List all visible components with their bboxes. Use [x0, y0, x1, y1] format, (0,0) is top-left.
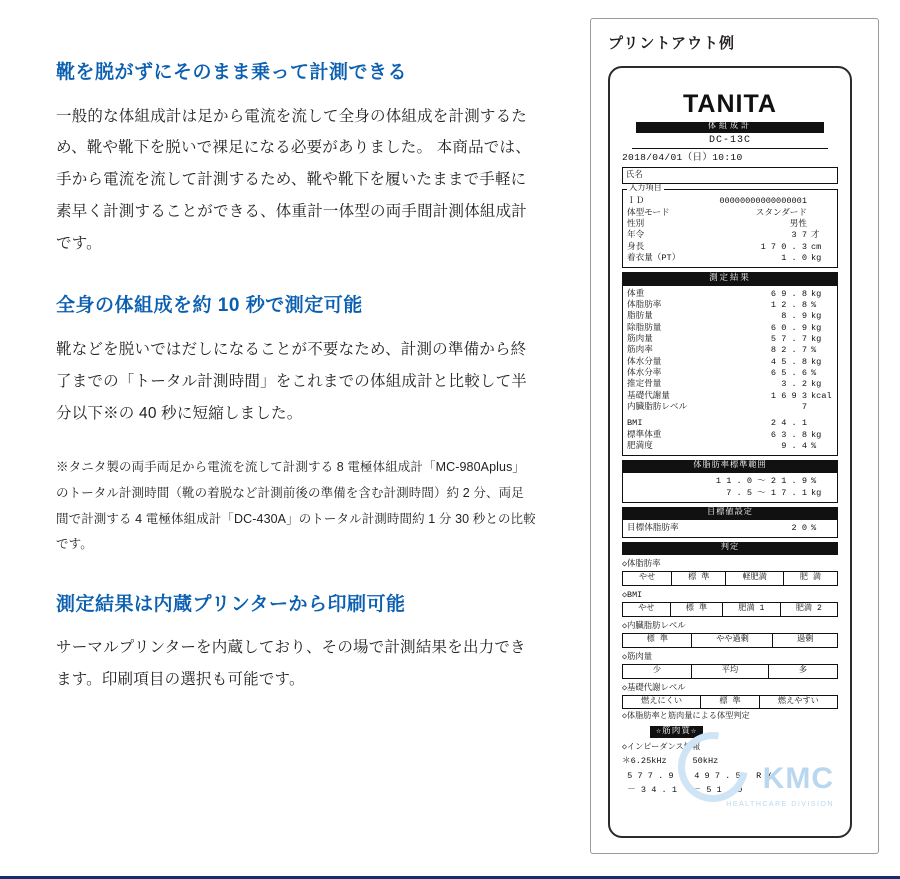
section-body: サーマルプリンターを内蔵しており、その場で計測結果を出力できます。印刷項目の選択も可能です。: [56, 639, 526, 689]
row-value: 4 5 . 8: [770, 356, 807, 367]
row-unit: %: [811, 522, 817, 533]
results-group: [622, 286, 838, 457]
standard-range-legend: 体脂肪率標準範囲: [622, 460, 838, 473]
row-value: 8 2 . 7: [770, 345, 807, 356]
impedance-title: ◇インピーダンス情報: [622, 742, 701, 752]
judge-scale-bodyfat: [622, 571, 838, 586]
row-unit: kg: [811, 322, 822, 333]
row-unit: [811, 418, 833, 429]
name-field: [622, 167, 838, 184]
row-label: 身長: [627, 241, 645, 252]
input-row: [627, 196, 833, 207]
row-label: 推定骨量: [627, 379, 662, 390]
body-type-note: ◇体脂肪率と筋肉量による体型判定: [622, 712, 750, 722]
results-legend: 測定結果: [622, 272, 838, 285]
judge-cell: 標 準: [671, 603, 724, 616]
result-row: [627, 418, 833, 429]
row-label: 体脂肪率: [627, 299, 662, 310]
row-value: 2 0: [791, 522, 807, 533]
row-value: 5 7 . 7: [770, 333, 807, 344]
target-group: [622, 520, 838, 538]
target-legend: 目標値設定: [622, 507, 838, 520]
result-row: [627, 402, 833, 413]
section-shoes: [56, 60, 536, 259]
row-unit: %: [811, 299, 817, 310]
judgement-legend: 判定: [622, 542, 838, 555]
printout-datetime: 2018/04/01（日）10:10: [622, 151, 743, 163]
result-row: [627, 430, 833, 441]
section-heading: 靴を脱がずにそのまま乗って計測できる: [56, 62, 408, 83]
row-label: 年令: [627, 230, 645, 241]
section-heading: 測定結果は内蔵プリンターから印刷可能: [56, 593, 406, 615]
printout-panel-title: プリントアウト例: [608, 35, 735, 52]
standard-range-group: [622, 473, 838, 503]
row-unit: [811, 196, 833, 207]
row-unit: kg: [811, 356, 822, 367]
input-row: [627, 219, 833, 230]
result-row: [627, 323, 833, 334]
target-row: [627, 523, 833, 534]
row-value: 6 3 . 8: [770, 429, 807, 440]
row-value: 1 2 . 8: [770, 299, 807, 310]
impedance-line: － 3 4 . 1 － 5 1 . 0: [622, 785, 743, 796]
judge-cell: 多: [798, 665, 808, 675]
row-label: BMI: [627, 418, 643, 429]
judge-cell: やせ: [623, 572, 672, 585]
row-unit: kg: [811, 311, 822, 322]
row-label: 筋肉率: [627, 345, 653, 356]
standard-row: [627, 476, 833, 487]
row-value: 8 . 9: [781, 311, 807, 322]
judge-cell: 燃えやすい: [777, 696, 819, 706]
row-label: 体重: [627, 288, 645, 299]
judge-cell: 過剰: [797, 634, 814, 644]
row-unit: kg: [811, 379, 822, 390]
row-unit: cm: [811, 241, 822, 252]
name-field-label: 氏名: [626, 170, 643, 181]
section-body: 一般的な体組成計は足から電流を流して全身の体組成を計測するため、靴や靴下を脱いで裸足になる必要がありました。 本商品では、手から電流を流して計測するため、靴や靴下を履いたままで手軽に素早く計測することができる、体重計一体型の両手間計測体組成計です。: [56, 107, 531, 252]
judge-cell: 軽肥満: [726, 572, 783, 585]
row-unit: kcal: [811, 390, 832, 401]
brand-logo: TANITA: [683, 90, 777, 118]
watermark-text: KMC: [762, 762, 834, 795]
row-value: 2 4 . 1: [770, 418, 807, 429]
row-value: 1 7 0 . 3: [760, 241, 807, 252]
row-unit: kg: [811, 487, 822, 498]
judge-scale-muscle: [622, 664, 838, 679]
result-row: [627, 345, 833, 356]
judge-scale-visceral: [622, 633, 838, 648]
row-value: 00000000000000001: [719, 196, 807, 207]
judge-cell: 肥満 1: [723, 603, 780, 616]
input-row: [627, 253, 833, 264]
judge-cell: 標 準: [623, 634, 692, 647]
row-unit: [811, 402, 833, 413]
judge-cell: やせ: [623, 603, 671, 616]
printout-paper: [608, 66, 852, 838]
judge-cell: 肥 満: [799, 572, 822, 582]
judge-cell: 平均: [692, 665, 769, 678]
result-row: [627, 441, 833, 452]
section-printer: [56, 592, 536, 696]
row-label: 着衣量（PT）: [627, 253, 681, 264]
row-value: 7: [801, 401, 807, 412]
judge-title-bmr: ◇基礎代謝レベル: [622, 682, 686, 693]
row-unit: [811, 219, 833, 230]
judge-cell: 肥満 2: [795, 603, 822, 613]
watermark-subtext: HEALTHCARE DIVISION: [726, 801, 834, 808]
row-unit: %: [811, 367, 817, 378]
row-value: 1 . 0: [781, 253, 807, 264]
section-heading: 全身の体組成を約 10 秒で測定可能: [56, 295, 363, 317]
body-type-value: ☆筋肉質☆: [650, 726, 703, 737]
row-unit: kg: [811, 288, 822, 299]
section-speed: [56, 293, 536, 557]
row-label: 除脂肪量: [627, 322, 662, 333]
row-value: スタンダード: [755, 207, 807, 218]
row-unit: 才: [811, 230, 820, 241]
row-unit: %: [811, 441, 817, 452]
row-value: 6 5 . 6: [770, 367, 807, 378]
result-row: [627, 357, 833, 368]
result-row: [627, 379, 833, 390]
impedance-line: 5 7 7 . 9 4 9 7 . 5 R X: [622, 770, 772, 781]
content-column: [56, 60, 536, 730]
row-value: 9 . 4: [781, 441, 807, 452]
judge-cell: やや過剰: [692, 634, 773, 647]
brand-subtitle: 体組成計: [636, 122, 824, 133]
row-unit: %: [811, 476, 817, 487]
row-value: 6 0 . 9: [770, 322, 807, 333]
judge-title-visceral: ◇内臓脂肪レベル: [622, 620, 686, 631]
row-value: 男性: [789, 219, 807, 230]
judge-cell: 燃えにくい: [623, 696, 701, 709]
judge-title-bodyfat: ◇体脂肪率: [622, 558, 661, 569]
result-row: [627, 391, 833, 402]
row-label: 性別: [627, 219, 645, 230]
result-row: [627, 311, 833, 322]
row-unit: kg: [811, 429, 822, 440]
row-label: 体型モード: [627, 207, 670, 218]
judge-scale-bmi: [622, 602, 838, 617]
row-unit: kg: [811, 253, 822, 264]
row-unit: [811, 208, 833, 219]
row-value: 3 . 2: [781, 379, 807, 390]
row-label: 筋肉量: [627, 333, 653, 344]
result-row: [627, 334, 833, 345]
judge-cell: 少: [623, 665, 692, 678]
row-label: 標準体重: [627, 429, 662, 440]
impedance-line: ＊6.25kHz 50kHz: [622, 756, 719, 767]
standard-row: [627, 488, 833, 499]
row-label: ＩＤ: [627, 196, 645, 207]
row-label: 基礎代謝量: [627, 390, 670, 401]
section-footnote: ※タニタ製の両手両足から電流を流して計測する 8 電極体組成計「MC-980Aplus」のトータル計測時間（靴の着脱など計測前後の準備を含む計測時間）約 2 分、両足間で計測する 4 電極体組成計「DC-430A」のトータル計測時間約 1 分 30 秒との比較です。: [56, 460, 536, 552]
row-label: 内臓脂肪レベル: [627, 401, 688, 412]
judge-cell: 標 準: [701, 696, 760, 709]
input-row: [627, 208, 833, 219]
input-row: [627, 230, 833, 241]
section-body: 靴などを脱いではだしになることが不要なため、計測の準備から終了までの「トータル計測時間」をこれまでの体組成計と比較して半分以下※の 40 秒に短縮しました。: [56, 341, 528, 422]
judge-title-muscle: ◇筋肉量: [622, 651, 653, 662]
result-row: [627, 300, 833, 311]
row-label: 肥満度: [627, 441, 653, 452]
row-value: 1 6 9 3: [770, 390, 807, 401]
input-items-legend: 入力項目: [629, 184, 662, 194]
result-row: [627, 368, 833, 379]
row-label: 目標体脂肪率: [627, 522, 679, 533]
input-items-group: [622, 184, 838, 268]
row-label: 体水分率: [627, 367, 662, 378]
row-label: 体水分量: [627, 356, 662, 367]
judge-title-bmi: ◇BMI: [622, 589, 643, 600]
judge-cell: 標 準: [672, 572, 726, 585]
row-unit: kg: [811, 333, 822, 344]
row-value: 1 1 . 0 ～ 2 1 . 9: [715, 476, 807, 487]
row-value: 7 . 5 ～ 1 7 . 1: [726, 487, 807, 498]
result-row: [627, 289, 833, 300]
row-unit: %: [811, 345, 817, 356]
model-number: DC-13C: [632, 134, 828, 149]
input-row: [627, 242, 833, 253]
printout-panel: [590, 18, 880, 858]
row-value: 6 9 . 8: [770, 288, 807, 299]
row-label: 脂肪量: [627, 311, 653, 322]
judge-scale-bmr: [622, 695, 838, 710]
row-value: 3 7: [791, 230, 807, 241]
